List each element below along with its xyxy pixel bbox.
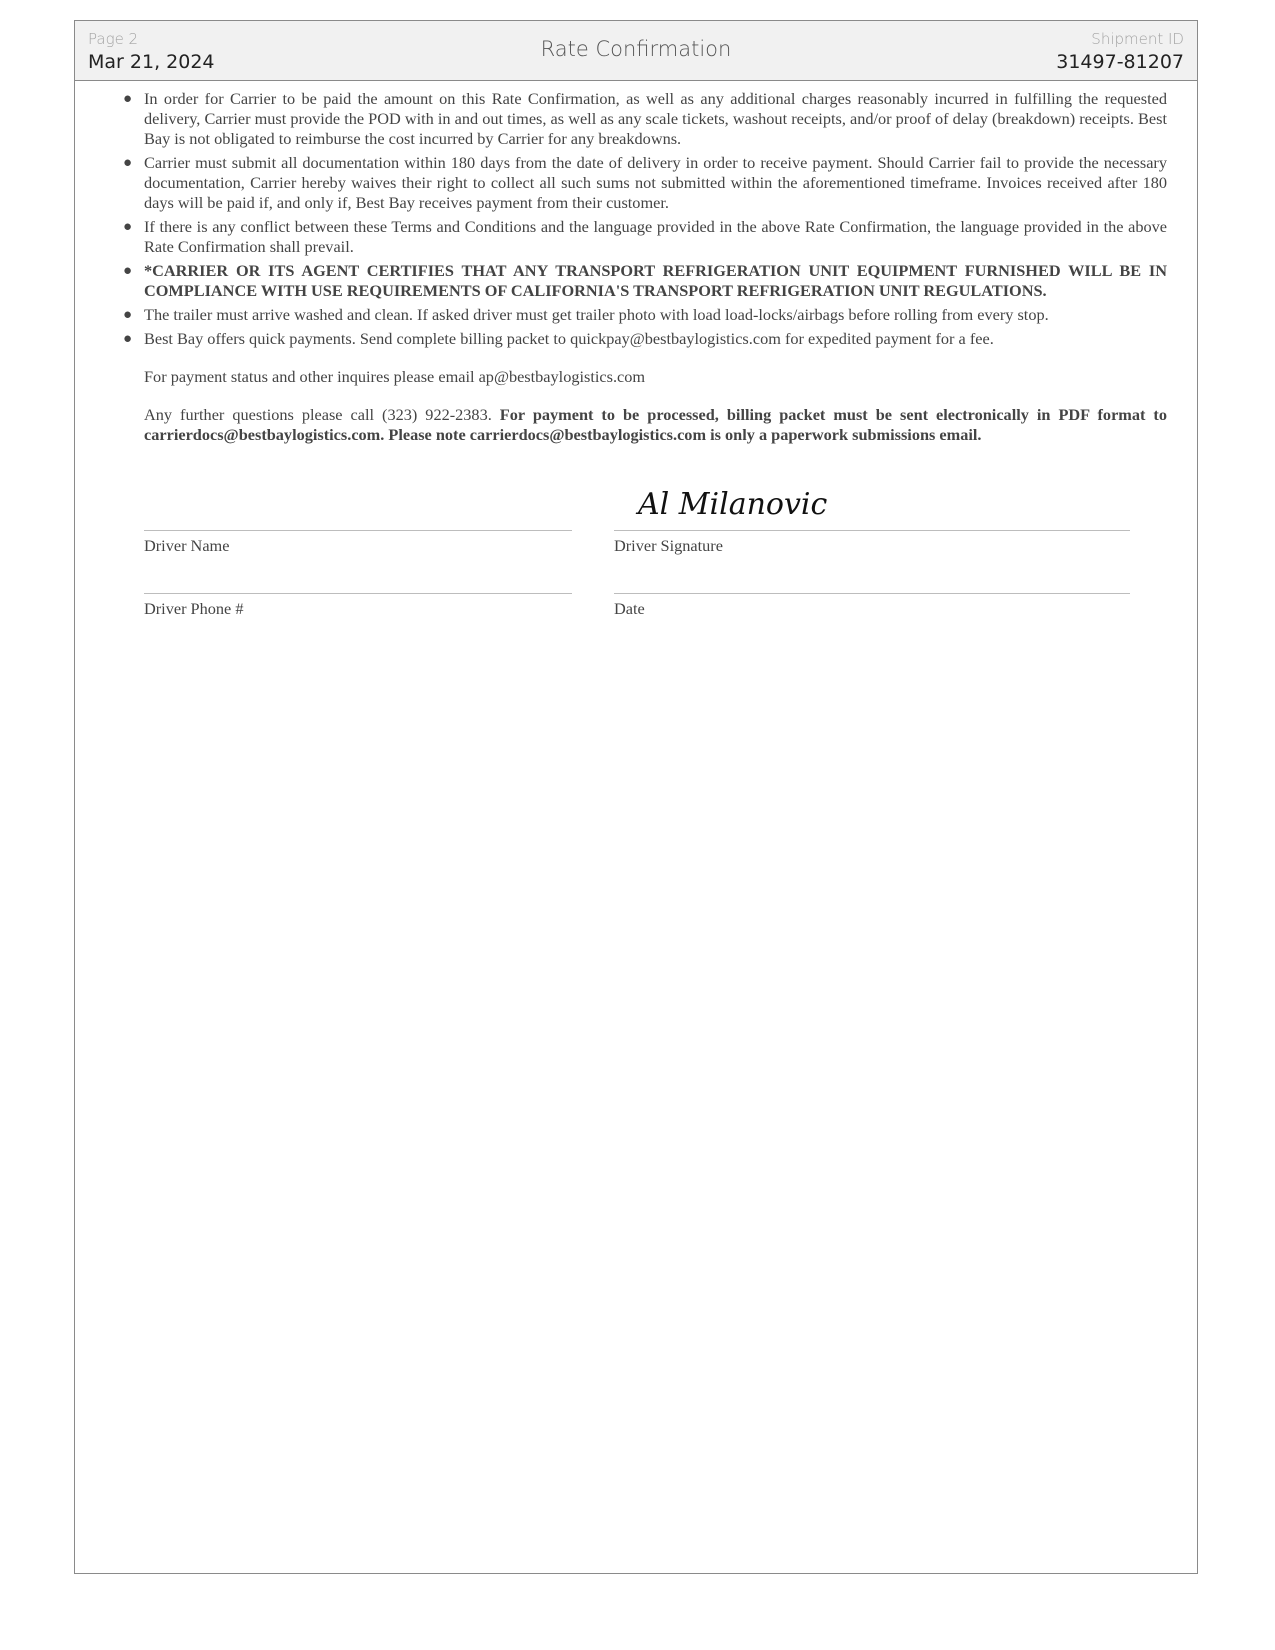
terms-content xyxy=(72,89,1167,445)
shipment-id-value: 31497-81207 xyxy=(1056,51,1184,73)
term-text: In order for Carrier to be paid the amount on this Rate Confirmation, as well as any additional charges reasonably incurred in fulfilling the requested delivery, Carrier must provide the POD with in and out times, as well as any scale tickets, washout receipts, and/or proof of delay (breakdown) receipts. Best Bay is not obligated to reimburse the cost incurred by Carrier for any breakdowns. xyxy=(144,89,1167,148)
term-item xyxy=(72,217,1167,257)
term-item xyxy=(72,261,1167,301)
shipment-id-label: Shipment ID xyxy=(1091,30,1184,48)
payment-status-note: For payment status and other inquires please email ap@bestbaylogistics.com xyxy=(144,367,646,386)
questions-note xyxy=(72,405,1167,445)
document-date: Mar 21, 2024 xyxy=(88,51,215,73)
term-item xyxy=(72,89,1167,149)
term-item xyxy=(72,153,1167,213)
driver-phone-line[interactable] xyxy=(144,593,572,594)
date-line[interactable] xyxy=(614,593,1130,594)
document-title: Rate Confirmation xyxy=(540,37,732,61)
page-number: Page 2 xyxy=(88,30,139,48)
driver-signature-label: Driver Signature xyxy=(614,536,723,555)
header-right xyxy=(1056,29,1184,75)
bullet-icon: ● xyxy=(123,263,133,279)
term-text: Carrier must submit all documentation within 180 days from the date of delivery in order to receive payment. Should Carrier fail to provide the necessary documentation, Carrier hereby waives their right to collect all such sums not submitted within the aforementioned timeframe. Invoices received after 180 days will be paid if, and only if, Best Bay receives payment from their customer. xyxy=(144,153,1167,212)
term-item xyxy=(72,329,1167,349)
bullet-icon: ● xyxy=(123,307,133,323)
bullet-icon: ● xyxy=(123,219,133,235)
term-text: Best Bay offers quick payments. Send complete billing packet to quickpay@bestbaylogistics.com for expedited payment for a fee. xyxy=(144,329,994,348)
term-text: If there is any conflict between these Terms and Conditions and the language provided in the above Rate Confirmation, the language provided in the above Rate Confirmation shall prevail. xyxy=(144,217,1167,256)
term-item xyxy=(72,305,1167,325)
terms-list xyxy=(72,89,1167,349)
date-label: Date xyxy=(614,599,645,618)
driver-signature-image xyxy=(634,484,844,524)
signature-block xyxy=(144,487,1144,640)
driver-signature-line[interactable] xyxy=(614,530,1130,531)
term-text: The trailer must arrive washed and clean. If asked driver must get trailer photo with load load-locks/airbags before rolling from every stop. xyxy=(144,305,1049,324)
bullet-icon: ● xyxy=(123,331,133,347)
term-text: *CARRIER OR ITS AGENT CERTIFIES THAT ANY TRANSPORT REFRIGERATION UNIT EQUIPMENT FURNISHED WILL BE IN COMPLIANCE WITH USE REQUIREMENTS OF CALIFORNIA'S TRANSPORT REFRIGERATION UNIT REGULATIONS. xyxy=(144,261,1167,300)
driver-name-line[interactable] xyxy=(144,530,572,531)
driver-phone-label: Driver Phone # xyxy=(144,599,244,618)
driver-name-label: Driver Name xyxy=(144,536,230,555)
bullet-icon: ● xyxy=(123,91,133,107)
questions-bold-text: For payment to be processed, billing packet must be sent electronically in PDF format to carrierdocs@bestbaylogistics.com. Please note carrierdocs@bestbaylogistics.com is only a paperwork submissions email. xyxy=(144,405,1167,444)
signature-glyphs: Al Milanovic xyxy=(638,487,828,522)
bullet-icon: ● xyxy=(123,155,133,171)
page-header xyxy=(75,21,1197,81)
questions-plain-text: Any further questions please call (323) 922-2383. xyxy=(144,405,492,424)
